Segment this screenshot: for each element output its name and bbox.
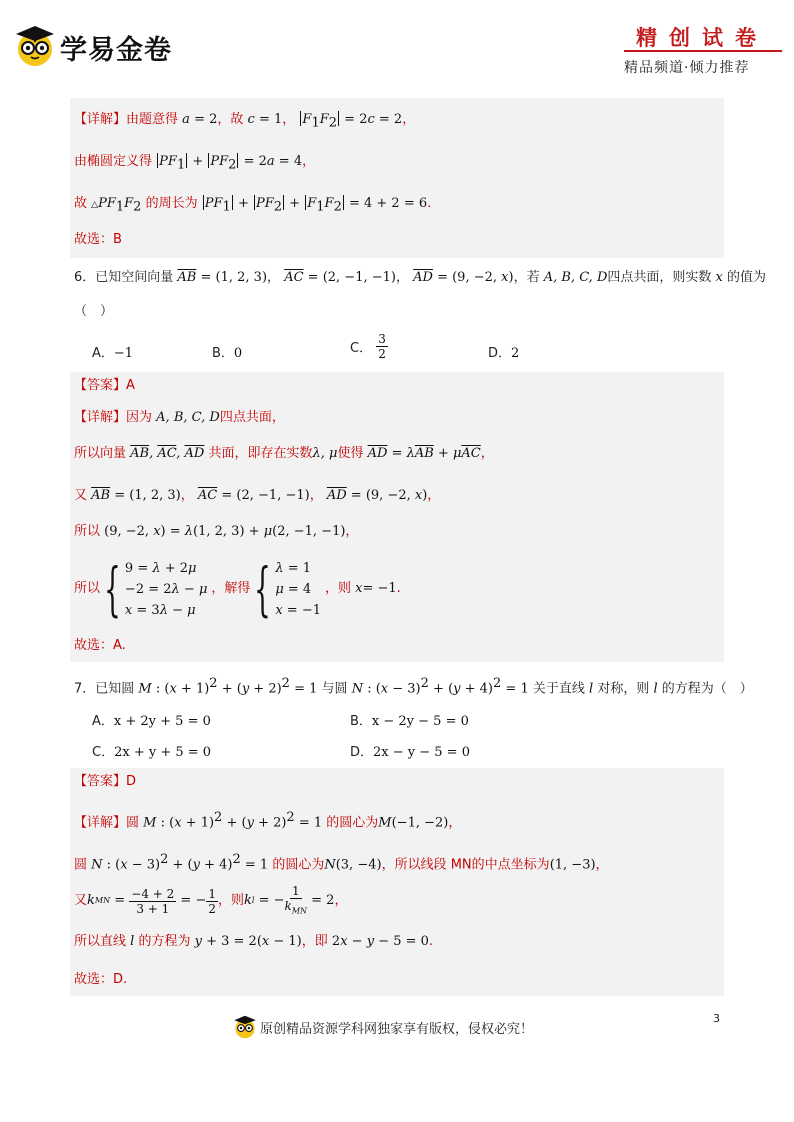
q7-option-a[interactable]: A．x + 2y + 5 = 0 [92,714,211,729]
owl-mascot-icon [12,24,58,68]
q6-answer: 【答案】A [74,378,135,393]
q6-detail-line4: 所以 (9, −2, x) = λ(1, 2, 3) + μ(2, −1, −1)， [74,524,359,539]
q6-detail-line1: 【详解】因为 A, B, C, D四点共面， [74,410,285,425]
footer-owl-icon [232,1014,258,1040]
q6-option-c[interactable]: C． $\frac{3}{2}$ [350,332,386,361]
q6-detail-line5: 所以 { 9 = λ + 2μ −2 = 2λ − μ x = 3λ − μ ，解得 { λ = 1 μ = 4 x = −1 ，则 x = −1 . [74,555,401,623]
q7-stem: 7．已知圆 M : $(x + 1)^2 + (y + 2)^2 = 1$ 与圆 N : $(x - 3)^2 + (y + 4)^2 = 1$ 关于直线 l 对称，则 l 的方程为（ ） [74,676,753,697]
q6-detail-line3: 又 $\overline{AB} = (1$, 2, 3)， $\overline{AC} = (2$, −1, −1)， $\overline{AD} = (9$, −2, x)， [74,488,441,503]
q7-detail-line2: 圆 N : $(x - 3)^2 + (y + 4)^2 = 1$ 的圆心为N(3, −4)，所以线段 MN的中点坐标为(1, −3)， [74,852,609,873]
q5-choice: 故选：B [74,232,122,247]
q7-detail-line4: 所以直线 l 的方程为 y + 3 = 2(x − 1)，即 2x − y − 5 = 0. [74,934,434,949]
q7-option-c[interactable]: C．2x + y + 5 = 0 [92,745,212,760]
header-title: 精创试卷 [636,25,768,50]
q7-option-d[interactable]: D．2x − y − 5 = 0 [350,745,470,760]
q7-detail-line3: 又 k MN = $\frac{-4 + 2}{3 + 1}$ = − $\frac{1}{2}$ ，则 k l = − $\frac{1}{k_{MN}}$ = 2 ， [74,883,348,916]
header-divider [624,50,782,52]
q6-paren: （ ） [74,304,114,319]
q5-detail-line3: 故 $\triangle PF_1F_2$ 的周长为 $PF_1 + PF_2 + F_1F_2 = 4 + 2 = 6$. [74,196,432,215]
q7-option-b[interactable]: B．x − 2y − 5 = 0 [350,714,469,729]
q6-option-b[interactable]: B．0 [212,346,243,361]
q7-detail-line1: 【详解】圆 M : $(x + 1)^2 + (y + 2)^2 = 1$ 的圆心为M(−1, −2)， [74,810,462,831]
footer-copyright: 原创精品资源学科网独家享有版权，侵权必究！ [260,1022,534,1037]
q5-detail-line2: 由椭圆定义得 $PF_1 + PF_2 = 2a = 4$， [74,154,316,173]
q6-detail-line2: 所以向量 $\overline{AB}$, $\overline{AC}$, $\overline{AD}$ 共面，即存在实数λ, μ使得 $\overline{AD} = \lambda\overline{AB} + \mu\overline{AC}$， [74,446,494,461]
header-logo [12,24,202,68]
q6-choice: 故选：A. [74,638,126,653]
q6-option-d[interactable]: D．2 [488,346,520,361]
q7-solution-panel [70,768,724,996]
header-tagline: 精品频道·倾力推荐 [624,60,750,76]
q6-stem: 6．已知空间向量 $\overline{AB} = (1$, 2, 3)， $\overline{AC} = (2$, −1, −1)， $\overline{AD} = (9$, −2, x)，若 A, B, C, D四点共面，则实数 x 的值为 [74,270,767,285]
page-number: 3 [713,1012,720,1025]
logo-text: 学易金卷 [60,35,172,66]
q6-option-a[interactable]: A．−1 [92,346,134,361]
q5-detail-line1: 【详解】由题意得 a = 2，故 c = 1， $F_1F_2 = 2c = 2$， [74,112,416,131]
q7-answer: 【答案】D [74,774,137,789]
q7-choice: 故选：D. [74,972,128,987]
